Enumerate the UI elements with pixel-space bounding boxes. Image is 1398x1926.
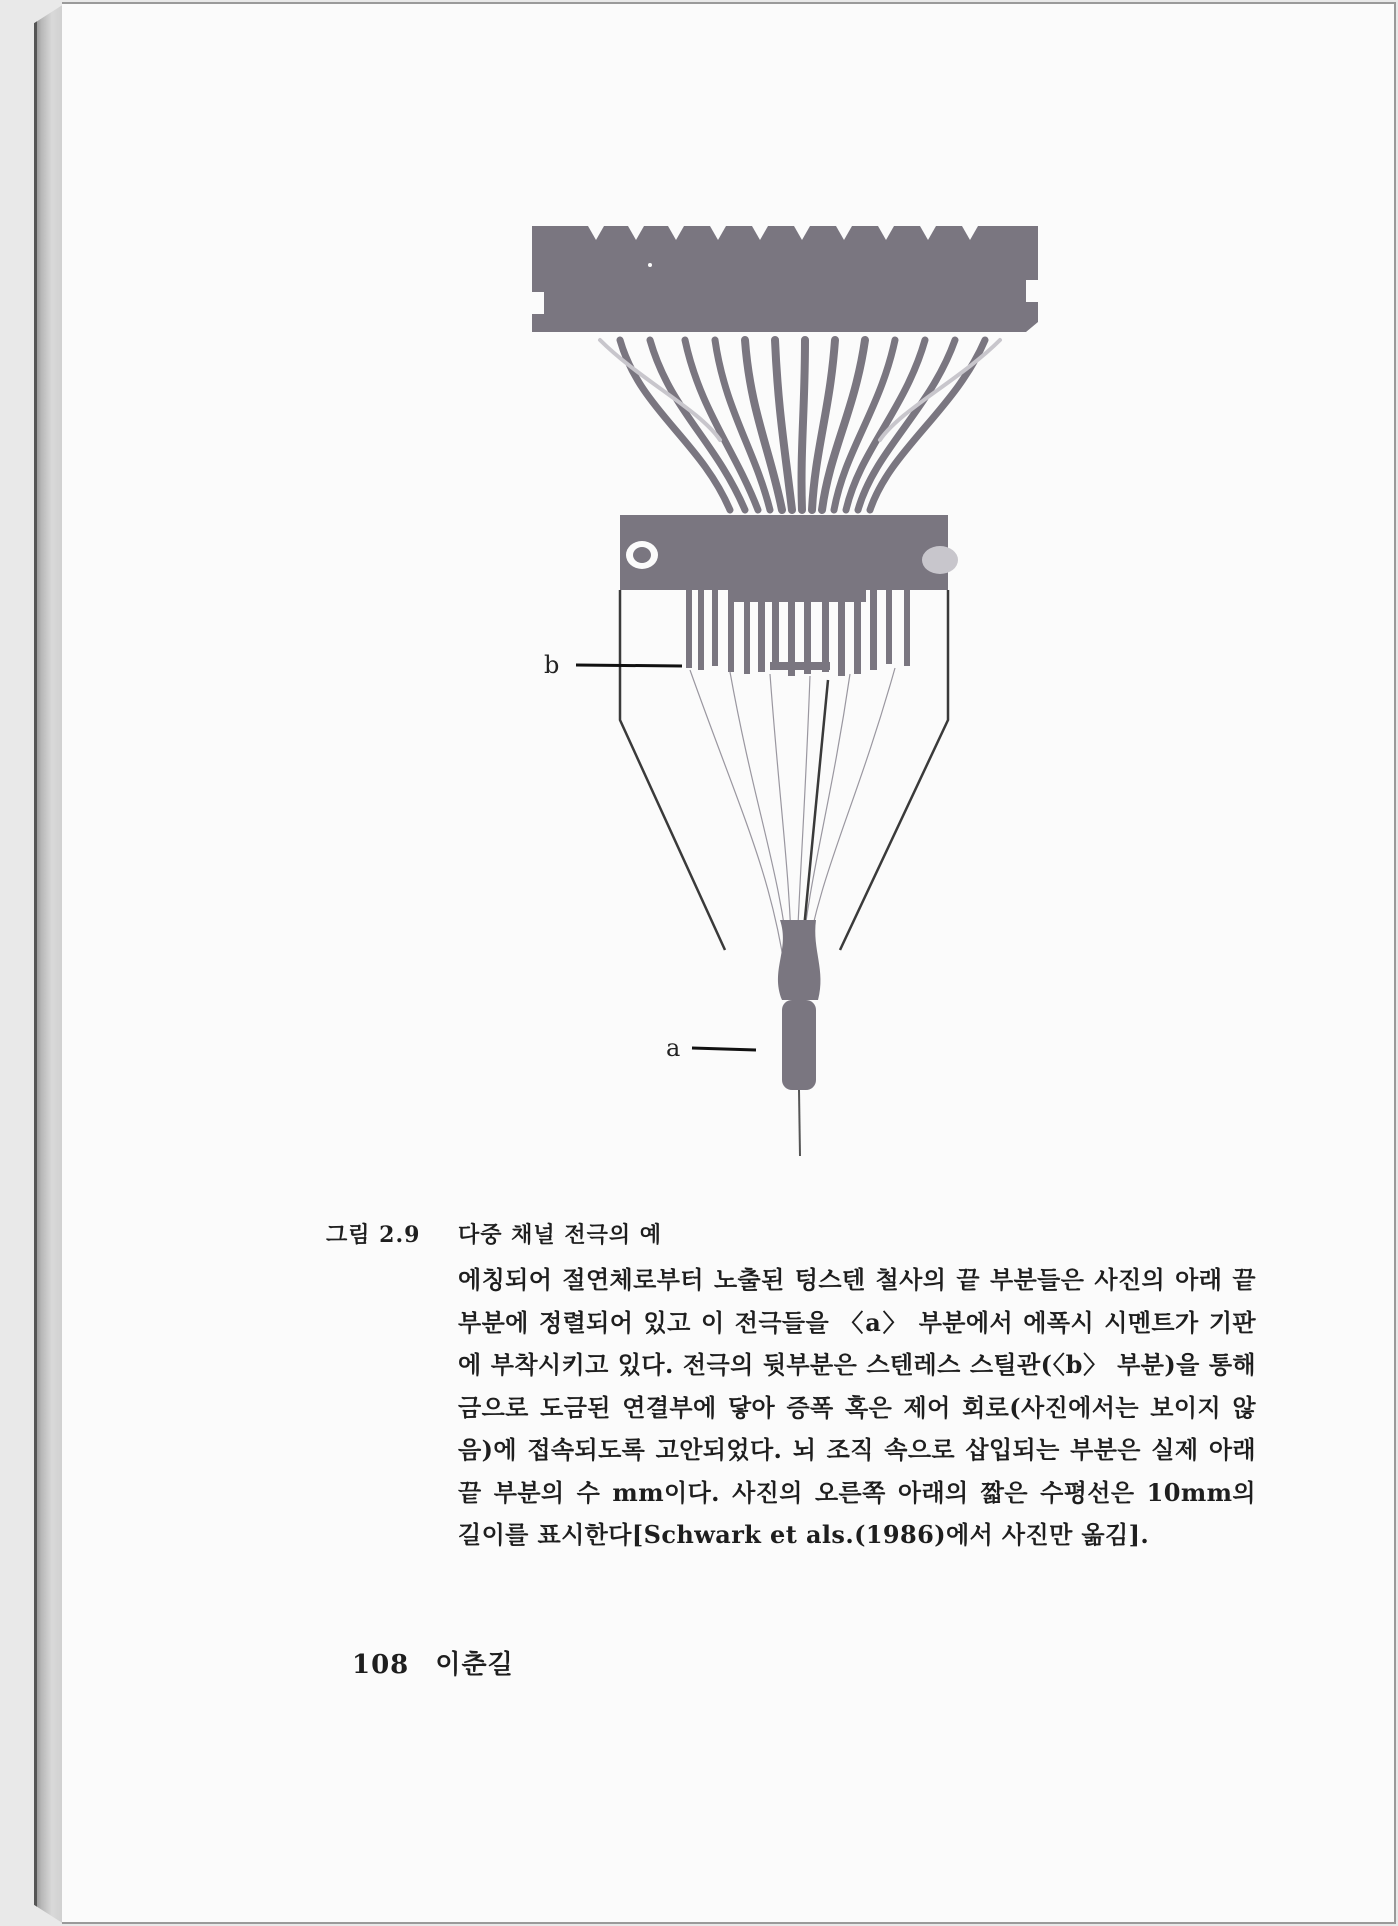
page-edge	[34, 4, 64, 1924]
caption-body: 에칭되어 절연체로부터 노출된 텅스텐 철사의 끝 부분들은 사진의 아래 끝부분에 정렬되어 있고 이 전극들을 〈a〉 부분에서 에폭시 시멘트가 기판에 부착시키고 있다. 전극의 뒷부분은 스텐레스 스틸관(〈b〉 부분)을 통해 금으로 도금된 연결부에 닿아 증폭 혹은 제어 회로(사진에서는 보이지 않음)에 접속되도록 고안되었다. 뇌 조직 속으로 삽입되는 부분은 실제 아래 끝 부분의 수 mm이다. 사진의 오른쪽 아래의 짧은 수평선은 10mm의 길이를 표시한다[Schwark et als.(1986)에서 사진만 옮김].	[458, 1265, 1256, 1549]
figure-caption	[326, 1218, 1256, 1557]
top-connector	[532, 226, 1038, 332]
steel-tubes	[686, 590, 910, 676]
electrode-tip	[778, 920, 820, 1090]
author-name: 이춘길	[435, 1650, 514, 1680]
page-footer	[352, 1644, 514, 1681]
caption-title: 다중 채널 전극의 예	[458, 1222, 662, 1248]
label-a: a	[666, 1034, 681, 1062]
label-b: b	[544, 651, 560, 679]
label-b-line	[576, 665, 682, 666]
middle-connector	[620, 515, 958, 602]
page-number: 108	[352, 1650, 410, 1680]
label-a-line	[692, 1048, 756, 1050]
funnel-outline	[620, 590, 948, 950]
electrode-figure	[500, 210, 1060, 1170]
caption-label: 그림 2.9	[326, 1222, 421, 1248]
wire-bundle	[600, 340, 1000, 510]
tip-needle	[799, 1090, 800, 1156]
